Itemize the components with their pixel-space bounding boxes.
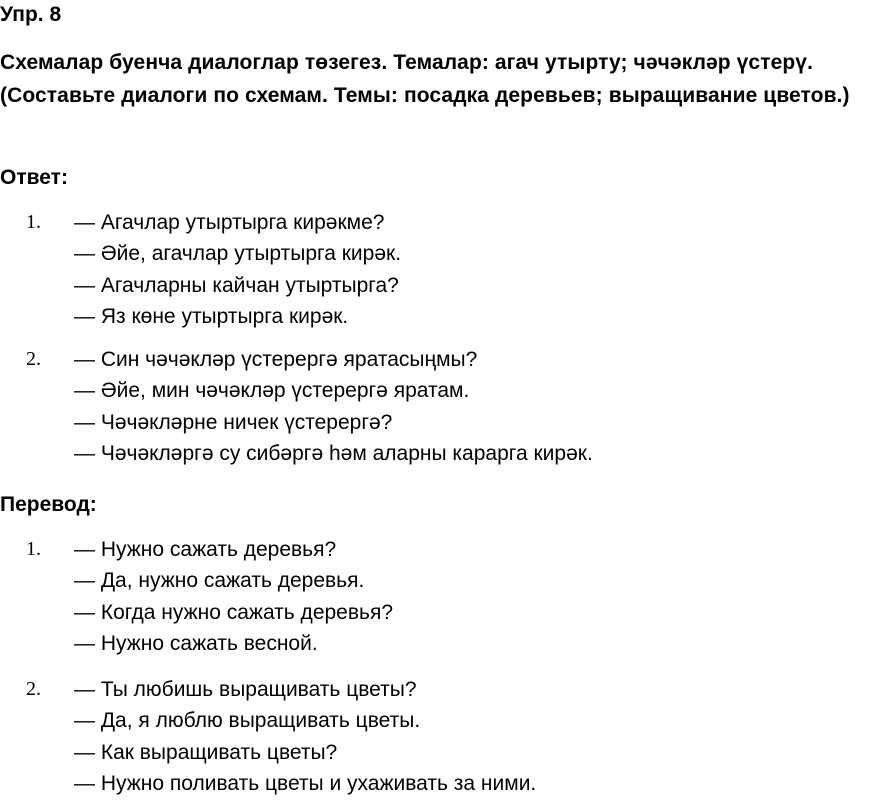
dialog-line: — Син чәчәкләр үстерергә яратасыңмы? bbox=[74, 348, 478, 371]
dialog-line: — Как выращивать цветы? bbox=[74, 740, 338, 764]
dialog-line: — Әйе, агачлар утыртырга кирәк. bbox=[74, 242, 402, 266]
dialog-line: — Агачларны кайчан утыртырга? bbox=[74, 273, 399, 297]
task-text: Схемалар буенча диалоглар төзегез. Темалар: агач утырту; чәчәкләр үстерү. (Составьте диалоги по схемам. Темы: посадка деревьев; выращивание цветов.) bbox=[0, 51, 850, 107]
dialog-line: — Да, я люблю выращивать цветы. bbox=[74, 709, 421, 733]
dialog-number: 2. bbox=[26, 678, 41, 700]
dialog-line: — Нужно сажать деревья? bbox=[74, 538, 337, 561]
dialog-number: 2. bbox=[26, 348, 41, 370]
answer-heading: Ответ: bbox=[0, 166, 68, 189]
dialog-number: 1. bbox=[26, 538, 41, 560]
dialog-line: — Әйе, мин чәчәкләр үстерергә яратам. bbox=[74, 379, 470, 403]
dialog-line: — Чәчәкләргә су сибәргә һәм аларны карарга кирәк. bbox=[74, 441, 593, 465]
dialog-line: — Чәчәкләрне ничек үстерергә? bbox=[74, 410, 393, 434]
dialog-line: — Агачлар утыртырга кирәкме? bbox=[74, 211, 385, 234]
dialog-line: — Ты любишь выращивать цветы? bbox=[74, 678, 417, 701]
dialog-line: — Яз көне утыртырга кирәк. bbox=[74, 304, 349, 328]
dialog-line: — Нужно поливать цветы и ухаживать за ними. bbox=[74, 771, 537, 795]
dialog-line: — Да, нужно сажать деревья. bbox=[74, 569, 365, 593]
translation-heading: Перевод: bbox=[0, 493, 97, 516]
dialog-number: 1. bbox=[26, 211, 41, 233]
exercise-title: Упр. 8 bbox=[0, 3, 62, 26]
dialog-line: — Когда нужно сажать деревья? bbox=[74, 600, 393, 624]
dialog-line: — Нужно сажать весной. bbox=[74, 631, 318, 655]
